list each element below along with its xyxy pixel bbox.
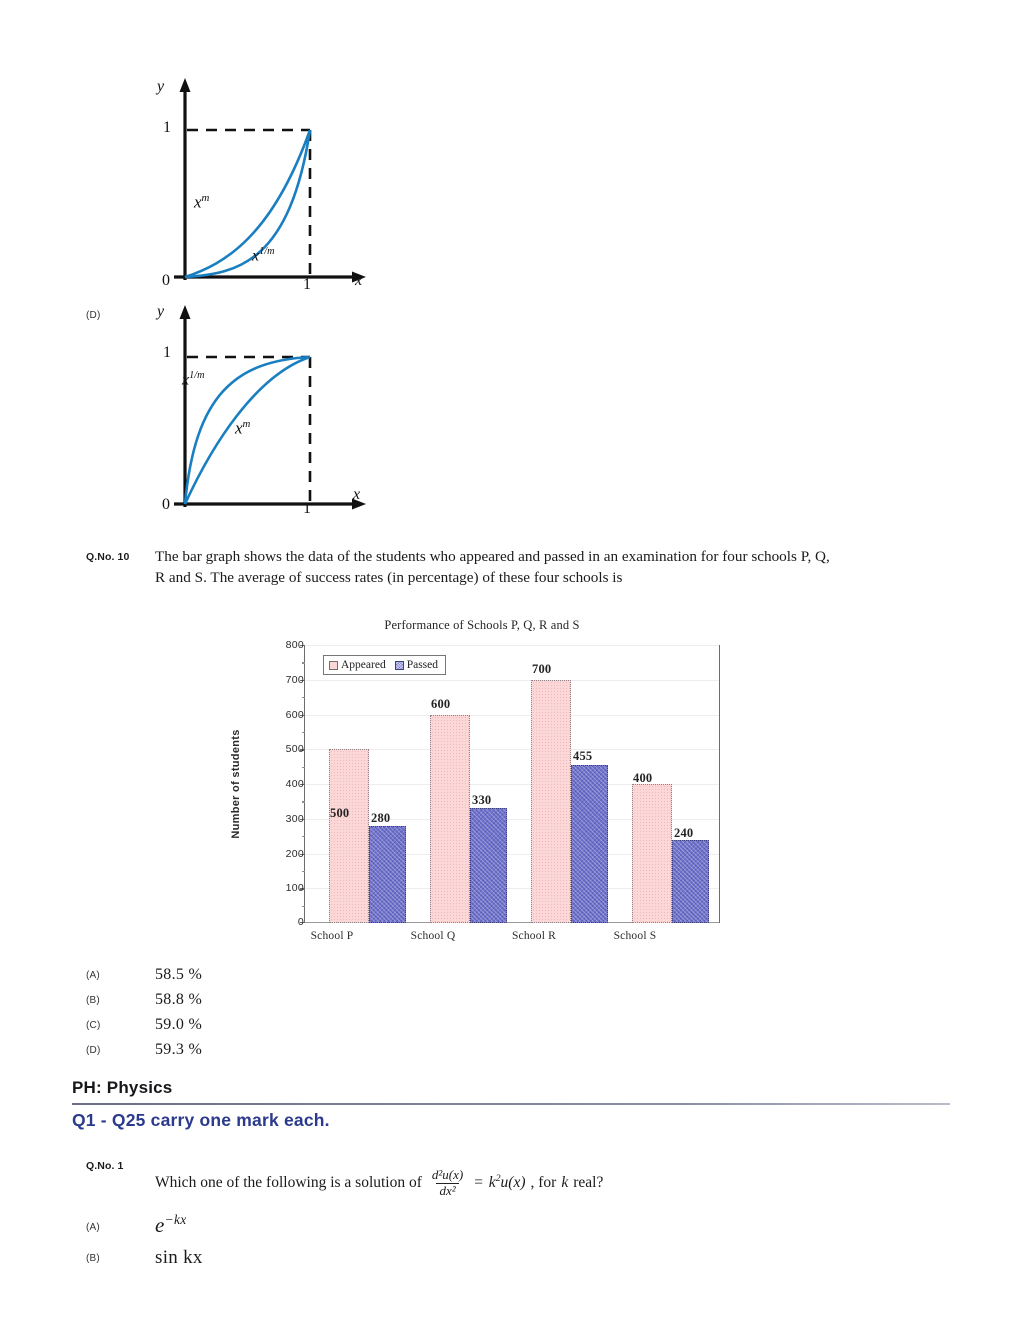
option-d-tag-graph: (D): [86, 310, 101, 321]
section-heading-physics: PH: Physics: [72, 1078, 173, 1097]
bar-label-passed-school-q: 330: [472, 792, 492, 807]
graph-d-y-axis-label: y: [157, 303, 165, 320]
chart-legend: [323, 655, 446, 675]
ytick-minor-250: [302, 836, 305, 837]
q10-option-b-text: 58.8 %: [155, 991, 203, 1008]
ytick-minor-550: [302, 732, 305, 733]
q10-option-a-tag: (A): [86, 970, 100, 981]
graph-c-y-tick-label: 1: [163, 119, 171, 136]
graph-d-y-tick-label: 1: [163, 344, 171, 361]
bar-passed-school-r[interactable]: [571, 765, 608, 923]
chart-y-axis-title: Number of students: [230, 729, 242, 839]
graph-d-curve-upper-label: [182, 370, 204, 389]
category-label-school-q: School Q: [410, 930, 456, 942]
q10-option-c-tag: (C): [86, 1020, 101, 1031]
bar-appeared-school-r[interactable]: [531, 680, 571, 923]
graph-d-origin-label: 0: [162, 496, 170, 513]
bar-passed-school-s[interactable]: [672, 840, 709, 923]
ytick-minor-350: [302, 801, 305, 802]
graph-c-curve-lower-label: [252, 246, 274, 265]
legend-label-passed: Passed: [406, 659, 439, 671]
graph-d-svg: [140, 295, 385, 520]
bar-appeared-school-s[interactable]: [632, 784, 672, 923]
chart-title: Performance of Schools P, Q, R and S: [384, 618, 580, 632]
ytick-minor-150: [302, 871, 305, 872]
graph-option-d: [140, 295, 385, 520]
category-label-school-r: School R: [511, 930, 557, 942]
graph-c-curve-upper-label: [194, 192, 209, 213]
ytick-minor-50: [302, 906, 305, 907]
q1-option-a-base: e: [155, 1213, 165, 1237]
curve-upper-exponent: m: [201, 192, 210, 204]
graph-c-x-axis-label: x: [355, 272, 363, 289]
ytick-minor-750: [302, 662, 305, 663]
graph-d-x-tick-label: 1: [303, 500, 311, 517]
question-1-lead: Which one of the following is a solution of: [155, 1174, 422, 1192]
question-1-text: [155, 1168, 603, 1198]
question-1-tail: , for: [530, 1174, 557, 1192]
legend-swatch-passed-icon: [395, 661, 404, 670]
legend-item-appeared[interactable]: [329, 659, 386, 671]
gridline-600: [305, 715, 719, 716]
question-10-text: The bar graph shows the data of the students who appeared and passed in an examination for four schools P, Q, R and S. The average of success rates (in percentage) of these four schools is: [155, 548, 830, 586]
question-1-rhs: [489, 1173, 526, 1192]
ytick-minor-450: [302, 767, 305, 768]
bar-label-passed-school-p: 280: [371, 810, 391, 825]
question-1-tail-end: real?: [573, 1174, 604, 1192]
graph-c-y-axis-label: y: [157, 78, 165, 95]
ytick-label-400: 400: [285, 778, 304, 790]
curve-lower-exponent: 1/m: [259, 246, 275, 257]
question-10-number: Q.No. 10: [86, 551, 130, 563]
bar-label-appeared-school-p: 500: [330, 806, 350, 820]
curve-lower-base: x: [235, 418, 243, 438]
legend-item-passed[interactable]: [395, 659, 438, 671]
bar-appeared-school-q[interactable]: [430, 715, 470, 924]
curve-upper-base: x: [182, 371, 190, 389]
chart-plot-area: [304, 645, 720, 923]
bar-label-appeared-school-s: 400: [633, 771, 653, 785]
bar-label-passed-school-r: 455: [573, 749, 593, 763]
q10-option-d-tag: (D): [86, 1045, 101, 1056]
q1-option-b-tag: (B): [86, 1253, 100, 1264]
q10-option-b-tag: (B): [86, 995, 100, 1006]
ytick-label-800: 800: [285, 639, 304, 651]
graph-d-x-axis-label: x: [353, 486, 361, 503]
legend-label-appeared: Appeared: [341, 659, 386, 671]
ytick-label-200: 200: [285, 847, 304, 860]
bar-passed-school-p[interactable]: [369, 826, 406, 923]
category-label-school-s: School S: [613, 930, 657, 942]
fraction-numerator: d²u(x): [431, 1167, 464, 1182]
fraction-denominator: dx²: [436, 1183, 458, 1199]
category-label-school-p: School P: [310, 930, 354, 942]
q1-option-a-exponent: −kx: [164, 1212, 187, 1227]
bar-label-appeared-school-r: 700: [532, 662, 552, 676]
q1-option-a-expression: [155, 1212, 187, 1238]
question-1-tail-var: k: [561, 1174, 569, 1192]
curve-upper-exponent: 1/m: [189, 370, 205, 381]
rhs-exponent: 2: [495, 1173, 501, 1185]
rhs-function: u(x): [500, 1174, 526, 1192]
question-1-equals: =: [473, 1174, 484, 1192]
ytick-label-700: 700: [285, 673, 304, 686]
rhs-base: k: [488, 1174, 496, 1192]
ytick-minor-650: [302, 697, 305, 698]
bar-label-appeared-school-q: 600: [431, 697, 451, 711]
bar-passed-school-q[interactable]: [470, 808, 507, 923]
ytick-label-600: 600: [285, 708, 304, 721]
curve-lower-exponent: m: [242, 418, 251, 430]
curve-lower-base: x: [252, 247, 260, 265]
marks-heading: Q1 - Q25 carry one mark each.: [72, 1110, 330, 1130]
q1-option-b-text: sin kx: [155, 1247, 203, 1268]
q10-option-a-text: 58.5 %: [155, 966, 203, 983]
question-1-number: Q.No. 1: [86, 1160, 124, 1172]
legend-swatch-appeared-icon: [329, 661, 338, 670]
graph-d-curve-lower-label: [235, 418, 250, 439]
q10-option-c-text: 59.0 %: [155, 1016, 203, 1033]
bar-appeared-school-p[interactable]: [329, 749, 369, 923]
q1-option-a-tag: (A): [86, 1222, 100, 1233]
ytick-label-500: 500: [285, 743, 304, 756]
gridline-700: [305, 680, 719, 681]
bar-chart: [230, 618, 728, 948]
gridline-800: [305, 645, 719, 646]
ytick-label-100: 100: [285, 882, 304, 895]
graph-c-origin-label: 0: [162, 272, 170, 289]
graph-c-x-tick-label: 1: [303, 276, 311, 293]
ytick-label-0: 0: [297, 916, 304, 928]
section-divider: [72, 1103, 950, 1105]
bar-label-passed-school-s: 240: [674, 826, 694, 840]
ytick-label-300: 300: [285, 812, 304, 825]
q10-option-d-text: 59.3 %: [155, 1041, 203, 1058]
question-1-fraction: [429, 1168, 466, 1198]
curve-upper-base: x: [194, 192, 202, 212]
